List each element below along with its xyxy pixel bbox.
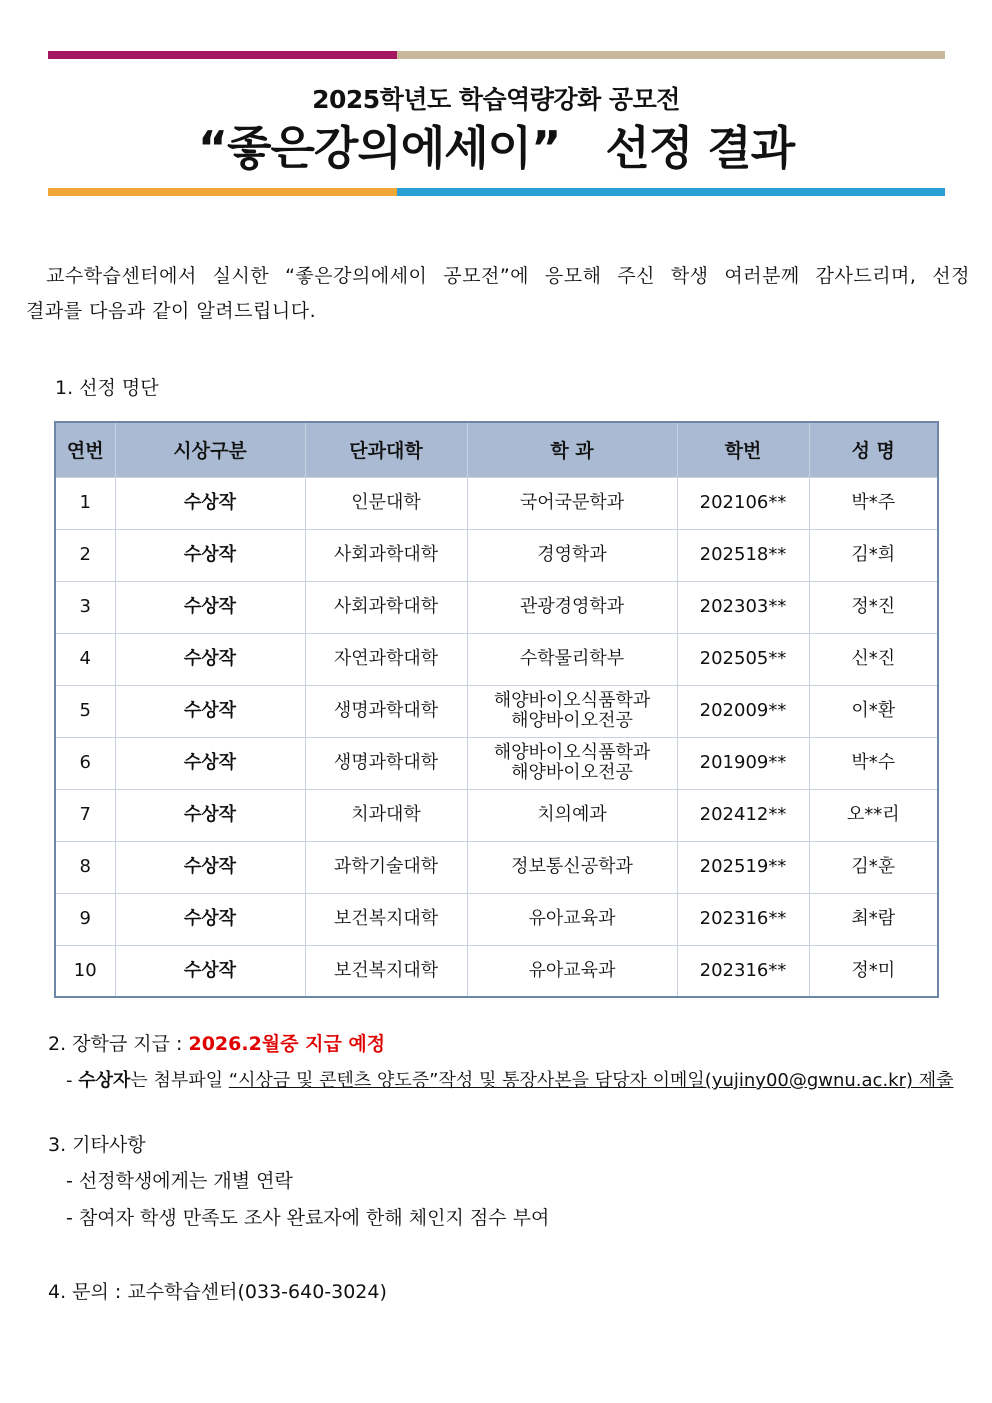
cell-college: 과학기술대학 bbox=[305, 841, 467, 893]
cell-no: 10 bbox=[55, 945, 115, 997]
cell-department: 치의예과 bbox=[467, 789, 677, 841]
cell-department: 경영학과 bbox=[467, 529, 677, 581]
cell-college: 보건복지대학 bbox=[305, 893, 467, 945]
intro-paragraph bbox=[26, 259, 970, 329]
cell-no: 2 bbox=[55, 529, 115, 581]
table-row bbox=[55, 685, 938, 737]
cell-department: 해양바이오식품학과 해양바이오전공 bbox=[467, 737, 677, 789]
header-department: 학 과 bbox=[467, 422, 677, 477]
cell-award-type: 수상작 bbox=[115, 737, 305, 789]
table-row bbox=[55, 945, 938, 997]
section-2-label: 2. 장학금 지급 : bbox=[48, 1033, 189, 1055]
cell-name: 이*환 bbox=[809, 685, 938, 737]
cell-department: 해양바이오식품학과 해양바이오전공 bbox=[467, 685, 677, 737]
document-subtitle: 2025학년도 학습역량강화 공모전 bbox=[312, 85, 680, 114]
table-row bbox=[55, 529, 938, 581]
cell-award-type: 수상작 bbox=[115, 945, 305, 997]
intro-line-1: 교수학습센터에서 실시한 “좋은강의에세이 공모전”에 응모해 주신 학생 여러분께 감사드리며, 선정 bbox=[46, 265, 970, 287]
section-3-item: - 선정학생에게는 개별 연락 bbox=[66, 1170, 293, 1192]
cell-student-id: 202316** bbox=[677, 893, 809, 945]
detail-mid-text: 는 첨부파일 bbox=[130, 1070, 229, 1091]
cell-no: 6 bbox=[55, 737, 115, 789]
cell-name: 김*희 bbox=[809, 529, 938, 581]
bottom-bar-right-segment bbox=[397, 188, 945, 196]
intro-line-2: 결과를 다음과 같이 알려드립니다. bbox=[26, 300, 317, 322]
cell-student-id: 202505** bbox=[677, 633, 809, 685]
section-1-title: 1. 선정 명단 bbox=[55, 377, 159, 399]
document-title: “좋은강의에세이” 선정 결과 bbox=[197, 121, 795, 175]
cell-name: 정*진 bbox=[809, 581, 938, 633]
cell-student-id: 202106** bbox=[677, 477, 809, 529]
detail-winner-label: 수상자 bbox=[78, 1070, 131, 1091]
cell-department: 정보통신공학과 bbox=[467, 841, 677, 893]
table-row bbox=[55, 633, 938, 685]
cell-no: 5 bbox=[55, 685, 115, 737]
cell-award-type: 수상작 bbox=[115, 477, 305, 529]
cell-department: 유아교육과 bbox=[467, 945, 677, 997]
cell-no: 4 bbox=[55, 633, 115, 685]
cell-name: 최*람 bbox=[809, 893, 938, 945]
cell-student-id: 202009** bbox=[677, 685, 809, 737]
bottom-bar-left-segment bbox=[48, 188, 397, 196]
cell-department: 유아교육과 bbox=[467, 893, 677, 945]
cell-name: 김*훈 bbox=[809, 841, 938, 893]
cell-college: 사회과학대학 bbox=[305, 529, 467, 581]
header-award-type: 시상구분 bbox=[115, 422, 305, 477]
scholarship-schedule: 2026.2월중 지급 예정 bbox=[188, 1033, 386, 1055]
bottom-decorative-bar bbox=[48, 188, 945, 196]
cell-student-id: 202303** bbox=[677, 581, 809, 633]
cell-name: 박*수 bbox=[809, 737, 938, 789]
cell-college: 보건복지대학 bbox=[305, 945, 467, 997]
cell-student-id: 201909** bbox=[677, 737, 809, 789]
cell-award-type: 수상작 bbox=[115, 581, 305, 633]
top-decorative-bar bbox=[48, 51, 945, 59]
table-row bbox=[55, 581, 938, 633]
cell-no: 9 bbox=[55, 893, 115, 945]
cell-name: 박*주 bbox=[809, 477, 938, 529]
cell-college: 치과대학 bbox=[305, 789, 467, 841]
table-row bbox=[55, 893, 938, 945]
cell-name: 정*미 bbox=[809, 945, 938, 997]
cell-student-id: 202316** bbox=[677, 945, 809, 997]
table-row bbox=[55, 841, 938, 893]
table-row bbox=[55, 737, 938, 789]
section-4-contact: 4. 문의 : 교수학습센터(033-640-3024) bbox=[48, 1281, 387, 1303]
cell-no: 7 bbox=[55, 789, 115, 841]
table-header-row bbox=[55, 422, 938, 477]
cell-name: 신*진 bbox=[809, 633, 938, 685]
top-bar-right-segment bbox=[397, 51, 945, 59]
header-name: 성 명 bbox=[809, 422, 938, 477]
section-2-detail bbox=[66, 1067, 954, 1095]
section-3-item: - 참여자 학생 만족도 조사 완료자에 한해 체인지 점수 부여 bbox=[66, 1207, 550, 1229]
cell-department: 수학물리학부 bbox=[467, 633, 677, 685]
cell-award-type: 수상작 bbox=[115, 789, 305, 841]
cell-college: 사회과학대학 bbox=[305, 581, 467, 633]
detail-submission-instruction: “시상금 및 콘텐츠 양도증”작성 및 통장사본을 담당자 이메일(yujiny00@gwnu.ac.kr) 제출 bbox=[228, 1070, 954, 1091]
table-row bbox=[55, 789, 938, 841]
cell-award-type: 수상작 bbox=[115, 633, 305, 685]
cell-no: 3 bbox=[55, 581, 115, 633]
cell-college: 자연과학대학 bbox=[305, 633, 467, 685]
cell-student-id: 202518** bbox=[677, 529, 809, 581]
cell-no: 1 bbox=[55, 477, 115, 529]
cell-college: 생명과학대학 bbox=[305, 685, 467, 737]
cell-college: 인문대학 bbox=[305, 477, 467, 529]
winners-table bbox=[54, 421, 939, 998]
cell-student-id: 202519** bbox=[677, 841, 809, 893]
cell-award-type: 수상작 bbox=[115, 685, 305, 737]
cell-award-type: 수상작 bbox=[115, 893, 305, 945]
detail-dash: - bbox=[66, 1070, 79, 1091]
section-3-title: 3. 기타사항 bbox=[48, 1134, 146, 1156]
cell-student-id: 202412** bbox=[677, 789, 809, 841]
cell-department: 관광경영학과 bbox=[467, 581, 677, 633]
table-row bbox=[55, 477, 938, 529]
cell-award-type: 수상작 bbox=[115, 841, 305, 893]
header-student-id: 학번 bbox=[677, 422, 809, 477]
cell-college: 생명과학대학 bbox=[305, 737, 467, 789]
top-bar-left-segment bbox=[48, 51, 397, 59]
cell-no: 8 bbox=[55, 841, 115, 893]
cell-award-type: 수상작 bbox=[115, 529, 305, 581]
cell-name: 오**리 bbox=[809, 789, 938, 841]
cell-department: 국어국문학과 bbox=[467, 477, 677, 529]
header-college: 단과대학 bbox=[305, 422, 467, 477]
header-no: 연번 bbox=[55, 422, 115, 477]
section-2-scholarship bbox=[48, 1030, 385, 1058]
